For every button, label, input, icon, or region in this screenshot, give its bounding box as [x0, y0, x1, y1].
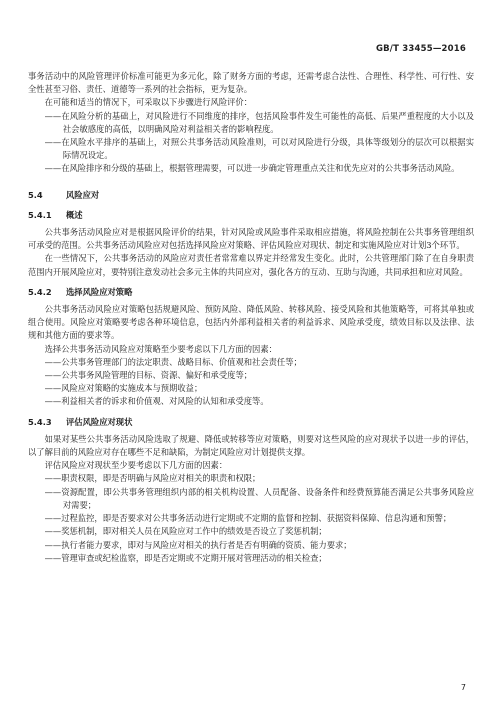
list-item: ——奖惩机制，即对相关人员在风险应对工作中的绩效是否设立了奖惩机制； — [44, 526, 327, 537]
section-heading-5-4-2 — [28, 286, 474, 299]
list-item: ——利益相关者的诉求和价值观、对风险的认知和承受度等。 — [44, 396, 269, 407]
page-number: 7 — [460, 683, 466, 692]
list-item: ——资源配置，即公共事务管理组织内部的相关机构设置、人员配备、设备条件和经费预算能否满足公共事务风险应对需要； — [44, 486, 474, 510]
list-item: ——在风险分析的基础上，对风险进行不同维度的排序，包括风险事件发生可能性的高低、后果严重程度的大小以及社会敏感度的高低，以明确风险对利益相关者的影响程度。 — [44, 110, 474, 134]
list-item: ——公共事务风险管理的目标、资源、偏好和承受度等； — [44, 370, 253, 381]
standard-number: GB/T 33455—2016 — [375, 44, 466, 54]
section-title: 评估风险应对现状 — [66, 416, 133, 427]
section-number: 5.4.3 — [28, 416, 52, 427]
list-item: ——职责权限，即是否明确与风险应对相关的职责和权限； — [44, 473, 261, 484]
list-item: ——在风险水平排序的基础上，对照公共事务活动风险准则，可以对风险进行分级，具体等级划分的层次可以根据实际情况设定。 — [44, 137, 474, 161]
section-number: 5.4.1 — [28, 209, 52, 220]
paragraph: 在一些情况下，公共事务活动的风险应对责任者常常难以界定并经常发生变化。此时，公共管理部门除了在自身职责范围内开展风险应对，要特别注意发动社会多元主体的共同应对，强化各方的互动、互助与沟通，共同承担和应对风险。 — [28, 253, 474, 277]
section-title: 风险应对 — [66, 189, 100, 200]
list-item: ——风险应对策略的实施成本与预期收益； — [44, 383, 203, 394]
section-heading-5-4-1 — [28, 209, 474, 222]
paragraph: 选择公共事务活动风险应对策略至少要考虑以下几方面的因素： — [44, 343, 277, 354]
paragraph: 事务活动中的风险管理评价标准可能更为多元化，除了财务方面的考虑，还需考虑合法性、合理性、科学性、可行性、安全性甚至习俗、责任、道德等一系列的社会指标，更为复杂。 — [28, 71, 474, 95]
list-item: ——公共事务管理部门的法定职责、战略目标、价值观和社会责任等； — [44, 356, 302, 367]
page-body — [28, 70, 474, 565]
list-item: ——管理审查或纪检监察，即是否定期或不定期开展对管理活动的相关检查； — [44, 552, 327, 563]
section-title: 选择风险应对策略 — [66, 286, 133, 297]
paragraph: 公共事务活动风险应对是根据风险评价的结果，针对风险或风险事件采取相应措施，将风险控制在公共事务管理组织可承受的范围。公共事务活动风险应对包括选择风险应对策略、评估风险应对现状、制定和实施风险应对计划3个环节。 — [28, 227, 474, 251]
section-heading-5-4 — [28, 189, 474, 202]
list-item: ——在风险排序和分级的基础上，根据管理需要，可以进一步确定管理重点关注和优先应对的公共事务活动风险。 — [44, 163, 460, 174]
list-item: ——执行者能力要求，即对与风险应对相关的执行者是否有明确的资质、能力要求； — [44, 539, 352, 550]
paragraph: 如果对某些公共事务活动风险选取了规避、降低或转移等应对策略，则要对这些风险的应对现状予以进一步的评估，以了解目前的风险应对存在哪些不足和缺陷，为制定风险应对计划提供支撑。 — [28, 433, 474, 458]
list-item: ——过程监控，即是否要求对公共事务活动进行定期或不定期的监督和控制、获据资料保障、信息沟通和预警； — [44, 513, 452, 524]
paragraph: 评估风险应对现状至少要考虑以下几方面的因素： — [44, 460, 228, 471]
section-number: 5.4 — [28, 189, 43, 200]
section-heading-5-4-3 — [28, 416, 474, 429]
section-title: 概述 — [66, 209, 83, 220]
section-number: 5.4.2 — [28, 286, 52, 297]
paragraph: 公共事务活动风险应对策略包括规避风险、预防风险、降低风险、转移风险、接受风险和其他策略等，可将其单独或组合使用。风险应对策略要考虑各种环境信息，包括内外部利益相关者的利益诉求、风险承受度，绩效目标以及法律、法规和其他方面的要求等。 — [28, 304, 474, 341]
paragraph: 在可能和适当的情况下，可采取以下步骤进行风险评价： — [44, 97, 253, 108]
